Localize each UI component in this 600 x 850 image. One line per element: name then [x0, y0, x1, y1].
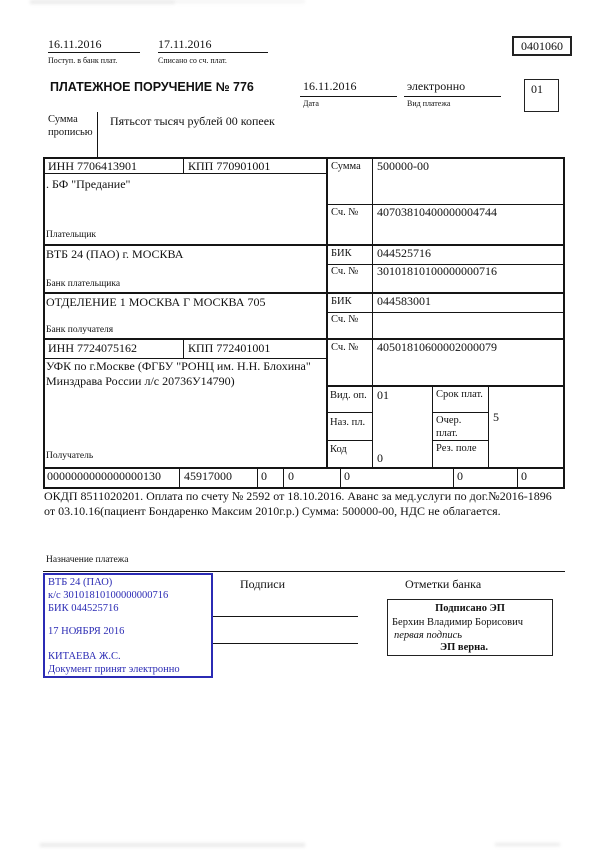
stamp-bik: БИК 044525716	[48, 603, 119, 614]
scan-artifact-top	[30, 0, 175, 4]
payee-inn: ИНН 7724075162	[48, 341, 137, 355]
tax-row-divider	[179, 467, 180, 487]
stamp-note: Документ принят электронно	[48, 664, 180, 675]
due-date-label: Срок плат.	[436, 389, 483, 400]
grid-line	[43, 244, 565, 246]
order-value: 5	[493, 410, 499, 424]
payer-bank-name: ВТБ 24 (ПАО) г. МОСКВА	[46, 247, 184, 261]
payee-name-line1: УФК по г.Москве (ФГБУ "РОНЦ им. Н.Н. Блохина"	[46, 359, 311, 373]
tax-row-cell: 45917000	[184, 469, 232, 483]
tax-row-cell: 0	[344, 469, 350, 483]
table-border-right	[563, 157, 565, 489]
bank-marks-heading: Отметки банка	[405, 577, 482, 591]
payer-name: . БФ "Предание"	[46, 177, 131, 191]
stamp-date: 17 НОЯБРЯ 2016	[48, 626, 125, 637]
grid-line	[327, 412, 372, 413]
payment-kind-label: Вид платежа	[407, 99, 451, 108]
signature-line-1	[213, 616, 358, 617]
stamp-bank-name: ВТБ 24 (ПАО)	[48, 577, 113, 588]
grid-line	[327, 385, 565, 387]
reserve-field-label: Рез. поле	[436, 443, 477, 454]
sum-cell-label: Сумма	[331, 161, 361, 172]
payee-section-label: Получатель	[46, 451, 94, 461]
esign-signer-name: Берхин Владимир Борисович	[392, 617, 523, 628]
purpose-separator-line	[43, 571, 565, 572]
grid-line	[327, 312, 565, 313]
order-label: Очер. плат.	[436, 415, 462, 440]
scan-artifact-bottom-2	[495, 843, 560, 846]
code-label: Код	[330, 444, 347, 455]
tax-row-divider	[517, 467, 518, 487]
signature-line-2	[213, 643, 358, 644]
document-date: 16.11.2016	[303, 79, 357, 93]
code-value: 0	[377, 451, 383, 465]
payer-bank-bik-label: БИК	[331, 248, 352, 259]
payer-bank-section-label: Банк плательщика	[46, 279, 121, 289]
purpose-section-label: Назначение платежа	[46, 555, 129, 565]
sum-value: 500000-00	[377, 159, 429, 173]
grid-line	[488, 385, 489, 467]
tax-row-divider	[340, 467, 341, 487]
payer-section-label: Плательщик	[46, 230, 97, 240]
payer-account-value: 40703810400000004744	[377, 205, 497, 219]
tax-row-cell: 0	[521, 469, 527, 483]
received-date-underline	[48, 52, 140, 53]
purpose-kind-label: Наз. пл.	[330, 417, 366, 428]
inn-kpp-divider-payee	[183, 338, 184, 358]
payee-account-value: 40501810600002000079	[377, 340, 497, 354]
payer-inn: ИНН 7706413901	[48, 159, 137, 173]
payee-account-label: Сч. №	[331, 342, 359, 353]
payee-bank-bik-value: 044583001	[377, 294, 431, 308]
form-code-box: 0401060	[512, 36, 572, 56]
debited-date-underline	[158, 52, 268, 53]
amount-words-divider	[97, 112, 98, 158]
tax-row-cell: 0	[288, 469, 294, 483]
debited-date: 17.11.2016	[158, 37, 212, 51]
esign-title: Подписано ЭП	[435, 603, 505, 614]
tax-row-divider	[257, 467, 258, 487]
payer-account-label: Сч. №	[331, 207, 359, 218]
esign-verdict: ЭП верна.	[440, 642, 489, 653]
op-kind-value: 01	[377, 388, 389, 402]
amount-words-label: Сумма прописью	[48, 114, 93, 139]
received-date: 16.11.2016	[48, 37, 102, 51]
payer-bank-bik-value: 044525716	[377, 246, 431, 260]
scan-artifact-top-2	[175, 0, 305, 3]
purpose-text-line1: ОКДП 8511020201. Оплата по счету № 2592 от 18.10.2016. Аванс за мед.услуги по дог.№2016-1896	[44, 489, 552, 503]
scan-artifact-bottom	[40, 843, 305, 847]
document-date-label: Дата	[303, 99, 319, 108]
signatures-heading: Подписи	[240, 577, 286, 591]
amount-words-value: Пятьсот тысяч рублей 00 копеек	[110, 114, 275, 128]
tax-row-cell: 0000000000000000130	[47, 469, 161, 483]
payer-kpp: КПП 770901001	[188, 159, 271, 173]
received-date-label: Поступ. в банк плат.	[48, 56, 118, 65]
grid-line	[432, 412, 488, 413]
grid-line	[327, 440, 372, 441]
tax-row-divider	[453, 467, 454, 487]
esign-note: первая подпись	[394, 630, 463, 641]
tax-row-divider	[283, 467, 284, 487]
document-title: ПЛАТЕЖНОЕ ПОРУЧЕНИЕ № 776	[50, 80, 254, 94]
stamp-corr-account: к/с 30101810100000000716	[48, 590, 169, 601]
payment-kind-value: электронно	[407, 79, 466, 93]
stamp-operator: КИТАЕВА Ж.С.	[48, 651, 121, 662]
payee-kpp: КПП 772401001	[188, 341, 271, 355]
payee-bank-bik-label: БИК	[331, 296, 352, 307]
purpose-text-line2: от 03.10.16(пациент Бондаренко Максим 2010г.р.) Сумма: 500000-00, НДС не облагается.	[44, 504, 501, 518]
document-date-underline	[300, 96, 397, 97]
grid-line	[43, 292, 565, 294]
tax-row-cell: 0	[261, 469, 267, 483]
payment-kind-underline	[404, 96, 501, 97]
debited-date-label: Списано со сч. плат.	[158, 56, 227, 65]
payee-bank-section-label: Банк получателя	[46, 325, 114, 335]
inn-kpp-divider-payer	[183, 157, 184, 174]
payee-bank-name: ОТДЕЛЕНИЕ 1 МОСКВА Г МОСКВА 705	[46, 295, 266, 309]
status-code: 01	[531, 82, 543, 96]
payee-name-line2: Минздрава России л/с 20736У14790)	[46, 374, 235, 388]
payer-bank-account-label: Сч. №	[331, 266, 359, 277]
grid-line	[432, 385, 433, 467]
table-border-left	[43, 157, 45, 489]
op-kind-label: Вид. оп.	[330, 390, 367, 401]
payee-bank-account-label: Сч. №	[331, 314, 359, 325]
payer-bank-account-value: 30101810100000000716	[377, 264, 497, 278]
tax-row-cell: 0	[457, 469, 463, 483]
